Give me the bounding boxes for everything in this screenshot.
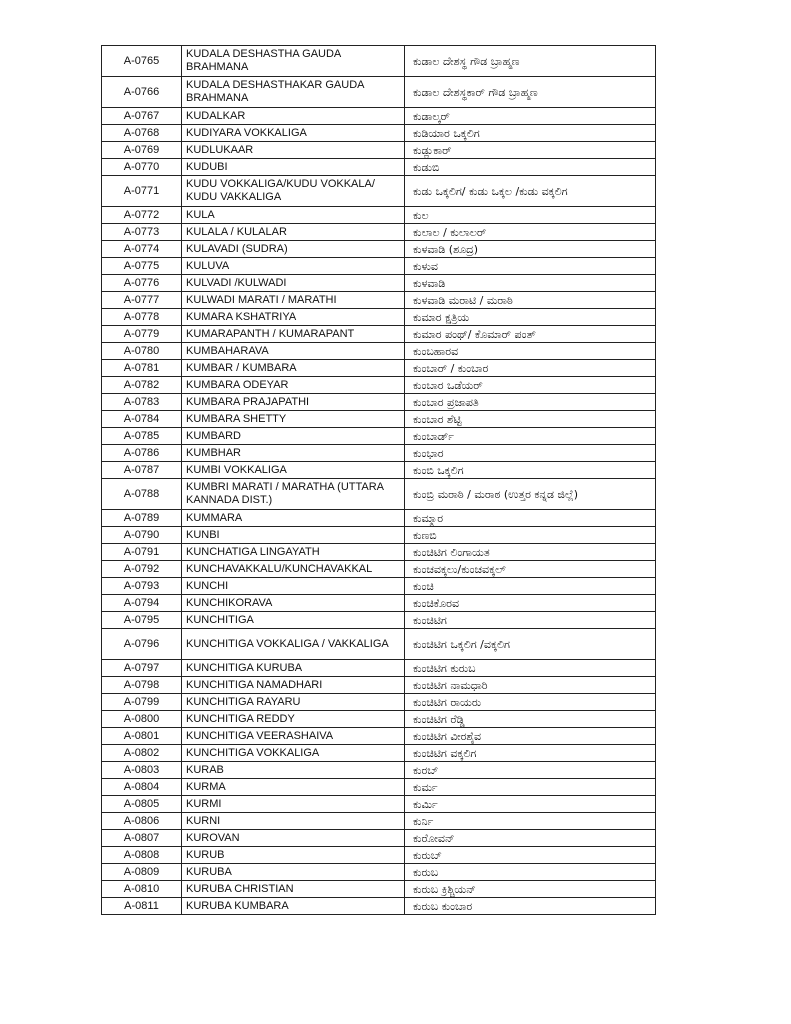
name-cell: KURUB (182, 847, 405, 864)
code-cell: A-0798 (102, 677, 182, 694)
name-cell: KUMBARA ODEYAR (182, 377, 405, 394)
table-row (102, 77, 656, 108)
table-row (102, 898, 656, 915)
kannada-name-cell: ಕುರುಬ ಕ್ರಿಶ್ಚಿಯನ್ (405, 881, 656, 898)
table-row (102, 830, 656, 847)
table-row (102, 745, 656, 762)
kannada-name-cell: ಕುರ್ನಿ (405, 813, 656, 830)
name-cell: KULWADI MARATI / MARATHI (182, 292, 405, 309)
code-cell: A-0776 (102, 275, 182, 292)
table-row (102, 479, 656, 510)
kannada-name-cell: ಕುಡಾಲ್ಕರ್ (405, 108, 656, 125)
code-cell: A-0775 (102, 258, 182, 275)
kannada-name-cell: ಕುಡಿಯಾರ ಒಕ್ಕಲಿಗ (405, 125, 656, 142)
kannada-name-cell: ಕುಂಬಾರ ಪ್ರಜಾಪತಿ (405, 394, 656, 411)
name-cell: KUNCHITIGA KURUBA (182, 660, 405, 677)
kannada-name-cell: ಕುರೋವನ್ (405, 830, 656, 847)
kannada-name-cell: ಕುಂಬಾರ್ಡ್ (405, 428, 656, 445)
table-row (102, 629, 656, 660)
code-cell: A-0800 (102, 711, 182, 728)
kannada-name-cell: ಕುಡ್ಲುಕಾರ್ (405, 142, 656, 159)
table-row (102, 544, 656, 561)
table-row (102, 258, 656, 275)
table-row (102, 660, 656, 677)
code-cell: A-0788 (102, 479, 182, 510)
name-cell: KUDLUKAAR (182, 142, 405, 159)
table-row (102, 275, 656, 292)
code-cell: A-0787 (102, 462, 182, 479)
code-cell: A-0780 (102, 343, 182, 360)
name-cell: KUDALKAR (182, 108, 405, 125)
kannada-name-cell: ಕುರುಬ್ (405, 847, 656, 864)
name-cell: KUDUBI (182, 159, 405, 176)
kannada-name-cell: ಕುರ್ಮಿ (405, 796, 656, 813)
code-cell: A-0781 (102, 360, 182, 377)
kannada-name-cell: ಕುಂಚಿಕೊರವ (405, 595, 656, 612)
code-cell: A-0770 (102, 159, 182, 176)
code-cell: A-0801 (102, 728, 182, 745)
kannada-name-cell: ಕುಲಾಲ / ಕುಲಾಲರ್ (405, 224, 656, 241)
name-cell: KUMBAHARAVA (182, 343, 405, 360)
table-row (102, 125, 656, 142)
kannada-name-cell: ಕುಂಚಿಟಿಗ ರಾಯರು (405, 694, 656, 711)
code-cell: A-0794 (102, 595, 182, 612)
table-row (102, 561, 656, 578)
name-cell: KUDALA DESHASTHA GAUDA BRAHMANA (182, 46, 405, 77)
table-row (102, 142, 656, 159)
table-row (102, 343, 656, 360)
table-row (102, 711, 656, 728)
name-cell: KUDIYARA VOKKALIGA (182, 125, 405, 142)
code-cell: A-0768 (102, 125, 182, 142)
code-cell: A-0771 (102, 176, 182, 207)
name-cell: KUNCHITIGA REDDY (182, 711, 405, 728)
kannada-name-cell: ಕುಳುವ (405, 258, 656, 275)
name-cell: KUROVAN (182, 830, 405, 847)
name-cell: KULAVADI (SUDRA) (182, 241, 405, 258)
kannada-name-cell: ಕುಡಾಲ ದೇಶಸ್ಥ ಗೌಡ ಬ್ರಾಹ್ಮಣ (405, 46, 656, 77)
table-row (102, 207, 656, 224)
code-cell: A-0809 (102, 864, 182, 881)
table-row (102, 779, 656, 796)
name-cell: KUNCHATIGA LINGAYATH (182, 544, 405, 561)
kannada-name-cell: ಕುಂಚಿಟಿಗ ರೆಡ್ಡಿ (405, 711, 656, 728)
name-cell: KURMA (182, 779, 405, 796)
kannada-name-cell: ಕುಂಚಿಟಿಗ ಲಿಂಗಾಯತ (405, 544, 656, 561)
table-row (102, 108, 656, 125)
table-body (102, 46, 656, 915)
kannada-name-cell: ಕುಂಬಾರ್ / ಕುಂಬಾರ (405, 360, 656, 377)
table-row (102, 360, 656, 377)
kannada-name-cell: ಕುಣಬಿ (405, 527, 656, 544)
code-cell: A-0766 (102, 77, 182, 108)
kannada-name-cell: ಕುಂಚಿಟಿಗ ಕುರುಬ (405, 660, 656, 677)
kannada-name-cell: ಕುಂಬಹಾರವ (405, 343, 656, 360)
kannada-name-cell: ಕುಂಚವಕ್ಕಲು/ಕುಂಚವಕ್ಕಲ್ (405, 561, 656, 578)
table-row (102, 510, 656, 527)
name-cell: KUDALA DESHASTHAKAR GAUDA BRAHMANA (182, 77, 405, 108)
kannada-name-cell: ಕುಂಚಿಟಿಗ ಒಕ್ಕಲಿಗ /ವಕ್ಕಲಿಗ (405, 629, 656, 660)
table-row (102, 881, 656, 898)
name-cell: KURUBA CHRISTIAN (182, 881, 405, 898)
kannada-name-cell: ಕುಮ್ಮಾರ (405, 510, 656, 527)
table-row (102, 728, 656, 745)
name-cell: KURNI (182, 813, 405, 830)
name-cell: KULA (182, 207, 405, 224)
table-row (102, 813, 656, 830)
name-cell: KUMMARA (182, 510, 405, 527)
code-cell: A-0811 (102, 898, 182, 915)
table-row (102, 411, 656, 428)
kannada-name-cell: ಕುಂಚಿಟಿಗ ನಾಮಧಾರಿ (405, 677, 656, 694)
kannada-name-cell: ಕುಂಭಾರ (405, 445, 656, 462)
code-cell: A-0802 (102, 745, 182, 762)
table-row (102, 694, 656, 711)
table-row (102, 462, 656, 479)
code-cell: A-0778 (102, 309, 182, 326)
kannada-name-cell: ಕುಂಬಾರ ಶೆಟ್ಟಿ (405, 411, 656, 428)
table-row (102, 445, 656, 462)
table-row (102, 394, 656, 411)
kannada-name-cell: ಕುಂಬಿ ಒಕ್ಕಲಿಗ (405, 462, 656, 479)
code-cell: A-0779 (102, 326, 182, 343)
kannada-name-cell: ಕುಂಚಿಟಿಗ ವಕ್ಕಲಿಗ (405, 745, 656, 762)
kannada-name-cell: ಕುರ್ಮ (405, 779, 656, 796)
name-cell: KUMBARD (182, 428, 405, 445)
name-cell: KUMBARA PRAJAPATHI (182, 394, 405, 411)
table-row (102, 46, 656, 77)
code-cell: A-0773 (102, 224, 182, 241)
code-cell: A-0767 (102, 108, 182, 125)
table-row (102, 847, 656, 864)
kannada-name-cell: ಕುರುಬ ಕುಂಬಾರ (405, 898, 656, 915)
code-cell: A-0792 (102, 561, 182, 578)
code-cell: A-0805 (102, 796, 182, 813)
name-cell: KUNCHITIGA RAYARU (182, 694, 405, 711)
code-cell: A-0803 (102, 762, 182, 779)
kannada-name-cell: ಕುಳವಾಡಿ (ಶೂದ್ರ) (405, 241, 656, 258)
table-row (102, 864, 656, 881)
code-cell: A-0783 (102, 394, 182, 411)
table-row (102, 224, 656, 241)
kannada-name-cell: ಕುಂಚಿ (405, 578, 656, 595)
code-cell: A-0806 (102, 813, 182, 830)
name-cell: KULVADI /KULWADI (182, 275, 405, 292)
kannada-name-cell: ಕುಳವಾಡಿ ಮರಾಟಿ / ಮರಾಠಿ (405, 292, 656, 309)
table-row (102, 796, 656, 813)
kannada-name-cell: ಕುಂಚಿಟಿಗ ವೀರಶೈವ (405, 728, 656, 745)
kannada-name-cell: ಕುಮಾರ ಪಂಥ್/ ಕೊಮಾರ್ ಪಂತ್ (405, 326, 656, 343)
table-row (102, 241, 656, 258)
code-cell: A-0808 (102, 847, 182, 864)
name-cell: KUNCHIKORAVA (182, 595, 405, 612)
name-cell: KUMBI VOKKALIGA (182, 462, 405, 479)
code-cell: A-0796 (102, 629, 182, 660)
name-cell: KUNCHITIGA VOKKALIGA (182, 745, 405, 762)
name-cell: KUMBAR / KUMBARA (182, 360, 405, 377)
name-cell: KUMARA KSHATRIYA (182, 309, 405, 326)
code-cell: A-0769 (102, 142, 182, 159)
name-cell: KUMBRI MARATI / MARATHA (UTTARA KANNADA DIST.) (182, 479, 405, 510)
kannada-name-cell: ಕುಂಬ್ರಿ ಮರಾಠಿ / ಮರಾಠ (ಉತ್ತರ ಕನ್ನಡ ಜಿಲ್ಲೆ) (405, 479, 656, 510)
code-cell: A-0784 (102, 411, 182, 428)
name-cell: KUNCHAVAKKALU/KUNCHAVAKKAL (182, 561, 405, 578)
name-cell: KUNCHI (182, 578, 405, 595)
code-cell: A-0795 (102, 612, 182, 629)
name-cell: KUMARAPANTH / KUMARAPANT (182, 326, 405, 343)
kannada-name-cell: ಕುರುಬ (405, 864, 656, 881)
kannada-name-cell: ಕುಡು ಒಕ್ಕಲಿಗ/ ಕುಡು ಒಕ್ಕಲ /ಕುಡು ವಕ್ಕಲಿಗ (405, 176, 656, 207)
code-cell: A-0789 (102, 510, 182, 527)
table-row (102, 159, 656, 176)
table-row (102, 176, 656, 207)
table-row (102, 309, 656, 326)
table-row (102, 527, 656, 544)
name-cell: KUNBI (182, 527, 405, 544)
code-cell: A-0772 (102, 207, 182, 224)
name-cell: KULUVA (182, 258, 405, 275)
name-cell: KURMI (182, 796, 405, 813)
code-cell: A-0810 (102, 881, 182, 898)
code-cell: A-0765 (102, 46, 182, 77)
kannada-name-cell: ಕುಮಾರ ಕ್ಷತ್ರಿಯ (405, 309, 656, 326)
code-cell: A-0777 (102, 292, 182, 309)
caste-list-table (101, 45, 656, 915)
name-cell: KUNCHITIGA VOKKALIGA / VAKKALIGA (182, 629, 405, 660)
name-cell: KUNCHITIGA (182, 612, 405, 629)
name-cell: KURUBA KUMBARA (182, 898, 405, 915)
table-row (102, 677, 656, 694)
name-cell: KURAB (182, 762, 405, 779)
name-cell: KUNCHITIGA NAMADHARI (182, 677, 405, 694)
code-cell: A-0774 (102, 241, 182, 258)
table-row (102, 612, 656, 629)
code-cell: A-0782 (102, 377, 182, 394)
kannada-name-cell: ಕುಂಚಿಟಿಗ (405, 612, 656, 629)
table-row (102, 326, 656, 343)
kannada-name-cell: ಕುಳವಾಡಿ (405, 275, 656, 292)
code-cell: A-0793 (102, 578, 182, 595)
code-cell: A-0785 (102, 428, 182, 445)
code-cell: A-0804 (102, 779, 182, 796)
name-cell: KULALA / KULALAR (182, 224, 405, 241)
code-cell: A-0799 (102, 694, 182, 711)
kannada-name-cell: ಕುಡುಬಿ (405, 159, 656, 176)
kannada-name-cell: ಕುಡಾಲ ದೇಶಸ್ಥಕಾರ್ ಗೌಡ ಬ್ರಾಹ್ಮಣ (405, 77, 656, 108)
code-cell: A-0791 (102, 544, 182, 561)
table-row (102, 762, 656, 779)
code-cell: A-0797 (102, 660, 182, 677)
code-cell: A-0786 (102, 445, 182, 462)
name-cell: KURUBA (182, 864, 405, 881)
table-row (102, 292, 656, 309)
kannada-name-cell: ಕುಂಬಾರ ಒಡೆಯರ್ (405, 377, 656, 394)
kannada-name-cell: ಕುರಬ್ (405, 762, 656, 779)
name-cell: KUNCHITIGA VEERASHAIVA (182, 728, 405, 745)
code-cell: A-0807 (102, 830, 182, 847)
name-cell: KUMBHAR (182, 445, 405, 462)
table-row (102, 377, 656, 394)
table-row (102, 595, 656, 612)
name-cell: KUMBARA SHETTY (182, 411, 405, 428)
table-row (102, 578, 656, 595)
name-cell: KUDU VOKKALIGA/KUDU VOKKALA/ KUDU VAKKALIGA (182, 176, 405, 207)
code-cell: A-0790 (102, 527, 182, 544)
kannada-name-cell: ಕುಲ (405, 207, 656, 224)
table-row (102, 428, 656, 445)
